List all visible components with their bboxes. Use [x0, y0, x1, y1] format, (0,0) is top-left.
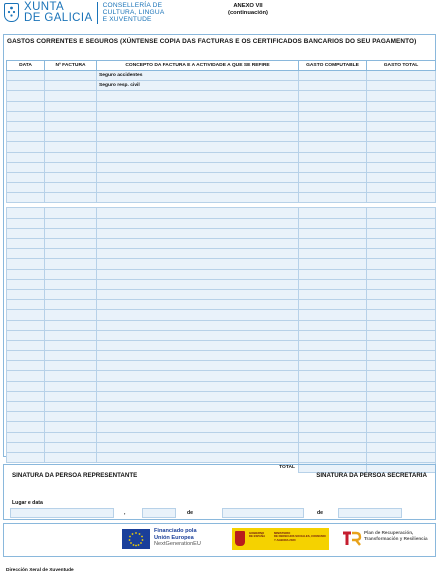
computable-cell[interactable]: [299, 422, 367, 432]
table-row: [7, 183, 436, 193]
date-cell[interactable]: [7, 193, 45, 203]
concept-cell[interactable]: [97, 289, 299, 299]
concept-cell[interactable]: [97, 330, 299, 340]
concept-cell[interactable]: [97, 208, 299, 218]
date-cell[interactable]: [7, 310, 45, 320]
invoice-cell[interactable]: [45, 381, 97, 391]
total-cell[interactable]: [367, 442, 436, 452]
total-cell[interactable]: [367, 111, 436, 121]
computable-cell[interactable]: [299, 172, 367, 182]
total-cell[interactable]: [367, 361, 436, 371]
table-row: [7, 162, 436, 172]
date-cell[interactable]: [7, 239, 45, 249]
total-cell[interactable]: [367, 300, 436, 310]
table-row: [7, 71, 436, 81]
table-row: [7, 402, 436, 412]
concept-cell[interactable]: [97, 121, 299, 131]
table-row: [7, 249, 436, 259]
date-cell[interactable]: [7, 121, 45, 131]
table-row: [7, 289, 436, 299]
concept-cell[interactable]: [97, 162, 299, 172]
computable-cell[interactable]: [299, 442, 367, 452]
table-row: [7, 91, 436, 101]
total-cell[interactable]: [367, 183, 436, 193]
date-cell[interactable]: [7, 442, 45, 452]
date-cell[interactable]: [7, 412, 45, 422]
total-cell[interactable]: [367, 279, 436, 289]
signatures-section: [3, 464, 436, 520]
concept-cell[interactable]: [97, 279, 299, 289]
invoice-cell[interactable]: [45, 422, 97, 432]
table-row: [7, 310, 436, 320]
concept-cell[interactable]: [97, 142, 299, 152]
total-cell[interactable]: [367, 208, 436, 218]
total-cell[interactable]: [367, 249, 436, 259]
prtr-text: Plan de Recuperación, Transformación y Resiliencia: [364, 530, 428, 541]
concept-cell[interactable]: [97, 228, 299, 238]
concept-cell[interactable]: [97, 239, 299, 249]
expenses-table: [6, 60, 436, 473]
table-row: [7, 269, 436, 279]
col-header-invoice: Nº FACTURA: [45, 61, 97, 71]
invoice-cell[interactable]: [45, 111, 97, 121]
invoice-cell[interactable]: [45, 442, 97, 452]
date-cell[interactable]: [7, 422, 45, 432]
table-row: [7, 381, 436, 391]
concept-cell[interactable]: [97, 91, 299, 101]
total-cell[interactable]: [367, 391, 436, 401]
table-row: [7, 300, 436, 310]
total-cell[interactable]: [367, 81, 436, 91]
invoice-cell[interactable]: [45, 152, 97, 162]
date-cell[interactable]: [7, 259, 45, 269]
computable-cell[interactable]: [299, 279, 367, 289]
month-field[interactable]: [222, 508, 304, 518]
invoice-cell[interactable]: [45, 142, 97, 152]
invoice-cell[interactable]: [45, 279, 97, 289]
table-row: [7, 111, 436, 121]
invoice-cell[interactable]: [45, 249, 97, 259]
table-row: [7, 320, 436, 330]
computable-cell[interactable]: [299, 183, 367, 193]
computable-cell[interactable]: [299, 193, 367, 203]
invoice-cell[interactable]: [45, 300, 97, 310]
invoice-cell[interactable]: [45, 402, 97, 412]
invoice-cell[interactable]: [45, 432, 97, 442]
invoice-cell[interactable]: [45, 208, 97, 218]
date-cell[interactable]: [7, 391, 45, 401]
table-row: [7, 442, 436, 452]
computable-cell[interactable]: [299, 452, 367, 462]
total-cell[interactable]: [367, 71, 436, 81]
total-cell[interactable]: [367, 152, 436, 162]
invoice-cell[interactable]: [45, 132, 97, 142]
total-cell[interactable]: [367, 330, 436, 340]
concept-cell[interactable]: [97, 432, 299, 442]
invoice-cell[interactable]: [45, 91, 97, 101]
date-cell[interactable]: [7, 330, 45, 340]
table-row: [7, 330, 436, 340]
total-cell[interactable]: [367, 351, 436, 361]
table-row: [7, 351, 436, 361]
concept-cell[interactable]: [97, 183, 299, 193]
table-row: [7, 208, 436, 218]
computable-cell[interactable]: [299, 152, 367, 162]
date-cell[interactable]: [7, 218, 45, 228]
total-cell[interactable]: [367, 91, 436, 101]
total-cell[interactable]: [367, 289, 436, 299]
date-cell[interactable]: [7, 381, 45, 391]
table-row: [7, 132, 436, 142]
invoice-cell[interactable]: [45, 218, 97, 228]
date-cell[interactable]: [7, 300, 45, 310]
prtr-logo-icon: [342, 530, 362, 550]
year-field[interactable]: [338, 508, 402, 518]
concept-cell[interactable]: [97, 101, 299, 111]
computable-cell[interactable]: [299, 162, 367, 172]
total-cell[interactable]: [367, 310, 436, 320]
date-cell[interactable]: [7, 101, 45, 111]
de-separator-2: de: [317, 510, 324, 516]
computable-cell[interactable]: [299, 310, 367, 320]
date-cell[interactable]: [7, 269, 45, 279]
spain-coat-of-arms-icon: [235, 531, 245, 546]
invoice-cell[interactable]: [45, 452, 97, 462]
col-header-concept: CONCEPTO DA FACTURA E A ACTIVIDADE A QUE SE REFIRE: [97, 61, 299, 71]
concept-cell[interactable]: [97, 310, 299, 320]
table-row: [7, 432, 436, 442]
computable-cell[interactable]: [299, 239, 367, 249]
logo-divider: [97, 2, 98, 24]
invoice-cell[interactable]: [45, 269, 97, 279]
date-cell[interactable]: [7, 402, 45, 412]
total-cell[interactable]: [367, 320, 436, 330]
table-row: [7, 279, 436, 289]
invoice-cell[interactable]: [45, 340, 97, 350]
date-cell[interactable]: [7, 361, 45, 371]
total-cell[interactable]: [367, 193, 436, 203]
computable-cell[interactable]: [299, 391, 367, 401]
invoice-cell[interactable]: [45, 228, 97, 238]
concept-cell[interactable]: [97, 351, 299, 361]
computable-cell[interactable]: [299, 71, 367, 81]
table-row: [7, 412, 436, 422]
invoice-cell[interactable]: [45, 310, 97, 320]
funding-logos: [3, 523, 436, 557]
eu-funding-text: Financiado pola Unión Europea NextGenerationEU: [154, 528, 201, 548]
invoice-cell[interactable]: [45, 172, 97, 182]
invoice-cell[interactable]: [45, 239, 97, 249]
computable-cell[interactable]: [299, 402, 367, 412]
computable-cell[interactable]: [299, 101, 367, 111]
date-cell[interactable]: [7, 91, 45, 101]
concept-cell[interactable]: [97, 269, 299, 279]
table-row: [7, 452, 436, 462]
table-row: [7, 142, 436, 152]
table-row: [7, 391, 436, 401]
concept-cell[interactable]: [97, 172, 299, 182]
total-cell[interactable]: [367, 259, 436, 269]
computable-cell[interactable]: [299, 330, 367, 340]
concept-cell[interactable]: [97, 152, 299, 162]
place-field[interactable]: [10, 508, 114, 518]
invoice-cell[interactable]: [45, 391, 97, 401]
concept-cell[interactable]: [97, 412, 299, 422]
concept-cell[interactable]: [97, 402, 299, 412]
computable-cell[interactable]: [299, 361, 367, 371]
table-row: [7, 101, 436, 111]
table-row: [7, 239, 436, 249]
date-cell[interactable]: [7, 132, 45, 142]
date-cell[interactable]: [7, 81, 45, 91]
invoice-cell[interactable]: [45, 412, 97, 422]
xunta-shield-icon: [4, 3, 19, 22]
day-field[interactable]: [142, 508, 176, 518]
computable-cell[interactable]: [299, 259, 367, 269]
invoice-cell[interactable]: [45, 183, 97, 193]
table-row: [7, 259, 436, 269]
invoice-cell[interactable]: [45, 121, 97, 131]
invoice-cell[interactable]: [45, 330, 97, 340]
total-label: TOTAL: [7, 463, 299, 473]
invoice-cell[interactable]: [45, 101, 97, 111]
total-cell[interactable]: [367, 269, 436, 279]
computable-cell[interactable]: [299, 249, 367, 259]
expenses-title: GASTOS CORRENTES E SEGUROS (XÚNTENSE COPIA DAS FACTURAS E OS CERTIFICADOS BANCARIOS DO SEU PAGAMENTO): [7, 38, 417, 45]
invoice-cell[interactable]: [45, 289, 97, 299]
eu-flag-icon: [122, 529, 150, 549]
computable-cell[interactable]: [299, 132, 367, 142]
total-cell[interactable]: [367, 381, 436, 391]
invoice-cell[interactable]: [45, 71, 97, 81]
total-cell[interactable]: [367, 402, 436, 412]
secretary-signature-label: SINATURA DA PERSOA SECRETARIA: [316, 472, 427, 479]
computable-cell[interactable]: [299, 412, 367, 422]
computable-cell[interactable]: [299, 121, 367, 131]
date-cell[interactable]: [7, 351, 45, 361]
comma-separator: ,: [124, 510, 126, 516]
computable-cell[interactable]: [299, 111, 367, 121]
ministry-text: MINISTERIO DE DERECHOS SOCIALES, CONSUMO Y AGENDA 2030: [274, 531, 326, 542]
total-cell[interactable]: [367, 239, 436, 249]
total-cell[interactable]: [367, 142, 436, 152]
concept-cell[interactable]: [97, 340, 299, 350]
table-row: [7, 81, 436, 91]
date-cell[interactable]: [7, 162, 45, 172]
concept-cell[interactable]: [97, 300, 299, 310]
place-date-label: Lugar e data: [12, 500, 43, 506]
date-cell[interactable]: [7, 71, 45, 81]
government-text: GOBIERNO DE ESPAÑA: [249, 531, 266, 539]
date-cell[interactable]: [7, 228, 45, 238]
total-cell[interactable]: [367, 132, 436, 142]
date-cell[interactable]: [7, 172, 45, 182]
date-cell[interactable]: [7, 208, 45, 218]
computable-cell[interactable]: [299, 371, 367, 381]
concept-cell[interactable]: [97, 111, 299, 121]
annex-heading: [208, 3, 288, 17]
computable-cell[interactable]: [299, 432, 367, 442]
xunta-logo: [4, 2, 164, 24]
invoice-cell[interactable]: [45, 361, 97, 371]
table-row: [7, 228, 436, 238]
date-cell[interactable]: [7, 320, 45, 330]
table-row: [7, 172, 436, 182]
date-cell[interactable]: [7, 152, 45, 162]
computable-cell[interactable]: [299, 300, 367, 310]
computable-cell[interactable]: [299, 228, 367, 238]
concept-cell[interactable]: [97, 361, 299, 371]
table-row: [7, 218, 436, 228]
invoice-cell[interactable]: [45, 162, 97, 172]
total-cell[interactable]: [367, 340, 436, 350]
concept-cell[interactable]: Seguro accidentes: [97, 71, 299, 81]
table-row: [7, 152, 436, 162]
concept-cell[interactable]: [97, 193, 299, 203]
concept-cell[interactable]: Seguro resp. civil: [97, 81, 299, 91]
computable-cell[interactable]: [299, 381, 367, 391]
computable-cell[interactable]: [299, 340, 367, 350]
computable-cell[interactable]: [299, 351, 367, 361]
table-row: [7, 361, 436, 371]
concept-cell[interactable]: [97, 452, 299, 462]
concept-cell[interactable]: [97, 391, 299, 401]
computable-cell[interactable]: [299, 320, 367, 330]
date-cell[interactable]: [7, 452, 45, 462]
computable-cell[interactable]: [299, 269, 367, 279]
total-cell[interactable]: [367, 412, 436, 422]
col-header-computable: GASTO COMPUTABLE: [299, 61, 367, 71]
invoice-cell[interactable]: [45, 371, 97, 381]
computable-cell[interactable]: [299, 218, 367, 228]
concept-cell[interactable]: [97, 442, 299, 452]
concept-cell[interactable]: [97, 422, 299, 432]
table-row: [7, 371, 436, 381]
computable-cell[interactable]: [299, 289, 367, 299]
table-row: [7, 193, 436, 203]
total-cell[interactable]: [367, 162, 436, 172]
date-cell[interactable]: [7, 183, 45, 193]
concept-cell[interactable]: [97, 259, 299, 269]
concept-cell[interactable]: [97, 320, 299, 330]
total-cell[interactable]: [367, 218, 436, 228]
date-cell[interactable]: [7, 249, 45, 259]
total-cell[interactable]: [367, 432, 436, 442]
total-cell[interactable]: [367, 172, 436, 182]
total-cell[interactable]: [367, 422, 436, 432]
invoice-cell[interactable]: [45, 81, 97, 91]
total-cell[interactable]: [367, 371, 436, 381]
footer-department: Dirección Xeral de Xuventude: [6, 568, 74, 573]
computable-cell[interactable]: [299, 91, 367, 101]
expenses-section: [3, 34, 436, 471]
date-cell[interactable]: [7, 371, 45, 381]
annex-subtitle: (continuación): [228, 10, 268, 16]
computable-cell[interactable]: [299, 142, 367, 152]
invoice-cell[interactable]: [45, 351, 97, 361]
date-cell[interactable]: [7, 111, 45, 121]
date-cell[interactable]: [7, 432, 45, 442]
total-cell[interactable]: [367, 101, 436, 111]
date-cell[interactable]: [7, 279, 45, 289]
date-cell[interactable]: [7, 340, 45, 350]
table-row: [7, 121, 436, 131]
annex-title: ANEXO VII: [233, 3, 263, 9]
invoice-cell[interactable]: [45, 320, 97, 330]
total-cell[interactable]: [367, 452, 436, 462]
total-cell[interactable]: [367, 121, 436, 131]
computable-cell[interactable]: [299, 208, 367, 218]
table-row: [7, 340, 436, 350]
xunta-name: XUNTA DE GALICIA: [24, 1, 93, 24]
concept-cell[interactable]: [97, 381, 299, 391]
table-row: [7, 422, 436, 432]
date-cell[interactable]: [7, 142, 45, 152]
de-separator-1: de: [187, 510, 194, 516]
table-header-row: [7, 61, 436, 71]
invoice-cell[interactable]: [45, 193, 97, 203]
invoice-cell[interactable]: [45, 259, 97, 269]
col-header-total: GASTO TOTAL: [367, 61, 436, 71]
col-header-date: DATA: [7, 61, 45, 71]
spanish-government-logo: [232, 528, 329, 550]
total-cell[interactable]: [367, 228, 436, 238]
representative-signature-label: SINATURA DA PERSOA REPRESENTANTE: [12, 472, 138, 479]
department-name: CONSELLERÍA DE CULTURA, LINGUA E XUVENTUDE: [102, 2, 165, 24]
date-cell[interactable]: [7, 289, 45, 299]
concept-cell[interactable]: [97, 249, 299, 259]
concept-cell[interactable]: [97, 371, 299, 381]
concept-cell[interactable]: [97, 132, 299, 142]
concept-cell[interactable]: [97, 218, 299, 228]
computable-cell[interactable]: [299, 81, 367, 91]
